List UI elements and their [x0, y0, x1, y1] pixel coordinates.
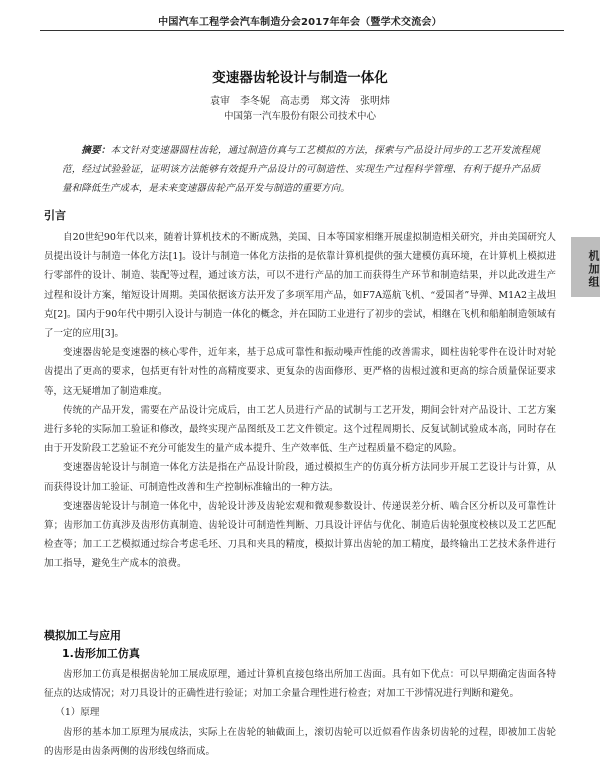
principle-item-label: （1）原理	[55, 707, 100, 719]
author-list: 袁审 李冬妮 高志勇 郑文涛 张明炜	[210, 96, 390, 107]
abstract	[62, 141, 540, 199]
simulation-paragraph-1: 齿形加工仿真是根据齿轮加工展成原理，通过计算机直接包络出所加工齿面。具有如下优点：可以早期确定齿面各特征点的达成情况；对刀具设计的正确性进行验证；对加工余量合理性进行检查；对加工干涉情况进行判断和避免。	[44, 669, 556, 700]
simulation-body	[44, 665, 556, 761]
abstract-text: 本文针对变速器圆柱齿轮，通过制造仿真与工艺模拟的方法，探索与产品设计同步的工艺开发流程规范，经过试验验证，证明该方法能够有效提升产品设计的可制造性、实现生产过程科学管理、有利于提升产品质量和降低生产成本，是未来变速器齿轮产品开发与制造的重要方向。	[62, 145, 540, 195]
principle-paragraph: 齿形的基本加工原理为展成法，实际上在齿轮的轴截面上，滚切齿轮可以近似看作齿条切齿轮的过程，即被加工齿轮的齿形是由齿条两侧的齿形线包络而成。	[44, 726, 556, 757]
section-side-tab: 机加组	[571, 237, 600, 297]
subsection-heading-gear-simulation: 1.齿形加工仿真	[62, 647, 140, 660]
intro-body	[44, 228, 556, 574]
abstract-label: 摘要：	[81, 145, 111, 156]
intro-paragraph-1: 自20世纪90年代以来，随着计算机技术的不断成熟，美国、日本等国家相继开展虚拟制造相关研究，并由美国研究人员提出设计与制造一体化方法[1]。设计与制造一体化方法指的是依靠计算机提供的强大建模仿真环境，在计算机上模拟进行零部件的设计、制造、装配等过程，通过该方法，可以不进行产品的加工而获得生产环节和制造结果，并以此改进生产过程和设计方案，缩短设计周期。美国依据该方法开发了多项军用产品，如F7A巡航飞机、“爱国者”导弹、M1A2主战坦克[2]。国内于90年代中期引入设计与制造一体化的概念，并在国防工业进行了初步的尝试，相继在飞机和船舶制造领域有了一定的应用[3]。	[44, 232, 556, 340]
intro-paragraph-2: 变速器齿轮是变速器的核心零件，近年来，基于总成可靠性和振动噪声性能的改善需求，圆柱齿轮零件在设计时对轮齿提出了更高的要求，包括更有针对性的高精度要求、更复杂的齿面修形、更严格的齿根过渡和更高的综合质量保证要求等，这无疑增加了制造难度。	[44, 347, 556, 397]
section-heading-simulation: 模拟加工与应用	[44, 629, 121, 642]
running-header: 中国汽车工程学会汽车制造分会2017年年会（暨学术交流会）	[158, 17, 442, 28]
intro-paragraph-3: 传统的产品开发，需要在产品设计完成后，由工艺人员进行产品的试制与工艺开发，期间会针对产品设计、工艺方案进行多轮的实际加工验证和修改，最终实现产品图纸及工艺文件锁定。这个过程周期长、反复试制试验成本高，同时存在由于开发阶段工艺验证不充分可能发生的量产成本提升、生产效率低、生产过程质量不稳定的风险。	[44, 404, 556, 455]
intro-paragraph-4: 变速器齿轮设计与制造一体化方法是指在产品设计阶段，通过模拟生产的仿真分析方法同步开展工艺设计与计算，从而获得设计加工验证、可制造性改善和生产控制标准输出的一种方法。	[44, 462, 556, 493]
section-heading-intro: 引言	[44, 209, 66, 222]
intro-paragraph-5: 变速器齿轮设计与制造一体化中，齿轮设计涉及齿轮宏观和微观参数设计、传递误差分析、啮合区分析以及可靠性计算；齿形加工仿真涉及齿形仿真制造、齿轮设计可制造性判断、刀具设计评估与优化、制造后齿轮强度校核以及工艺匹配检查等；加工工艺模拟通过综合考虑毛坯、刀具和夹具的精度，模拟计算出齿轮的加工精度，最终输出工艺技术条件进行加工指导，避免生产成本的浪费。	[44, 500, 556, 570]
header-rule	[40, 30, 564, 31]
paper-title: 变速器齿轮设计与制造一体化	[212, 70, 388, 86]
affiliation: 中国第一汽车股份有限公司技术中心	[223, 111, 376, 122]
